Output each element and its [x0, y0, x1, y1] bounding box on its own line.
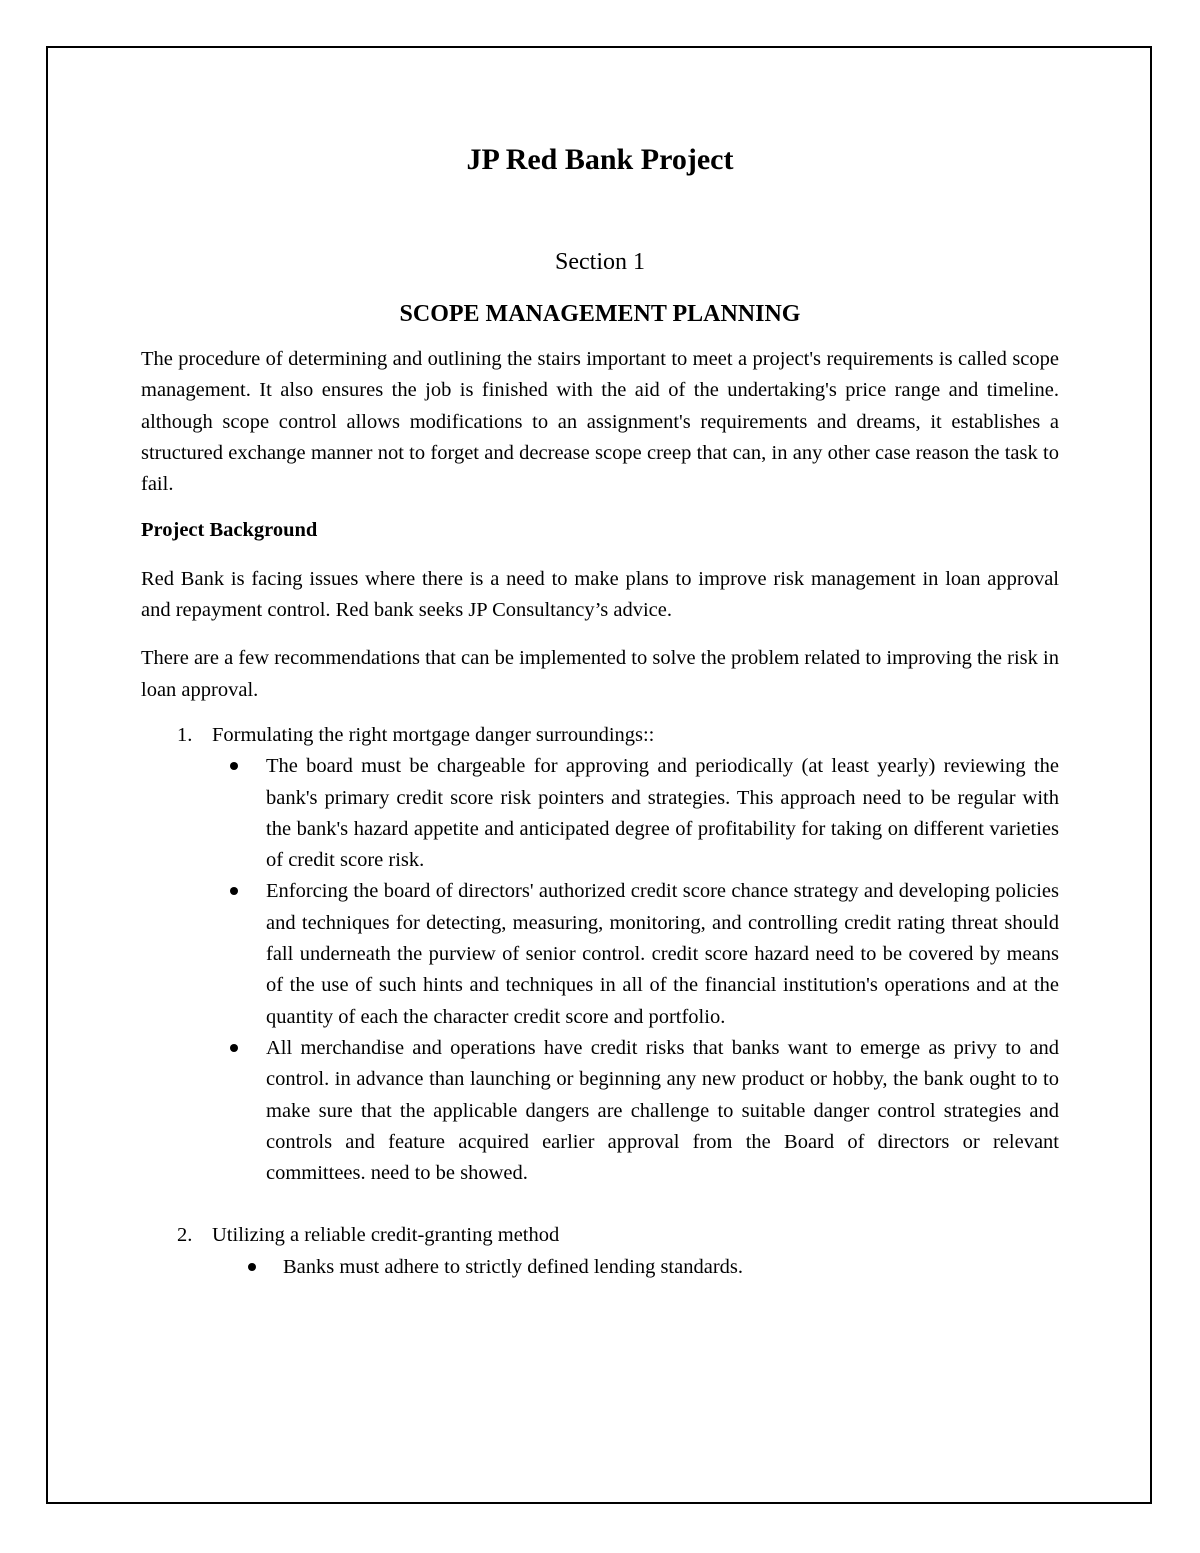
- bullet-text: Enforcing the board of directors' authorized credit score chance strategy and developing policies and techniques for detecting, measuring, monitoring, and controlling credit rating threat should fall underneath the purview of senior control. credit score hazard need to be covered by means of the use of such hints and techniques in all of the financial institution's operations and at the quantity of each the character credit score and portfolio.: [266, 880, 1059, 1028]
- section-label: Section 1: [555, 249, 645, 275]
- bullet-item: [212, 876, 1059, 1032]
- intro-paragraph: The procedure of determining and outlining the stairs important to meet a project's requirements is called scope management. It also ensures the job is finished with the aid of the undertaking's price range and timeline. although scope control allows modifications to an assignment's requirements and dreams, it establishes a structured exchange manner not to forget and decrease scope creep that can, in any other case reason the task to fail.: [141, 348, 1059, 496]
- document-body: [141, 140, 1059, 1283]
- bullet-text: All merchandise and operations have credit risks that banks want to emerge as privy to and control. in advance than launching or beginning any new product or hobby, the bank ought to to make sure that the applicable dangers are challenge to suitable danger control strategies and controls and feature acquired earlier approval from the Board of directors or relevant committees. need to be showed.: [266, 1036, 1059, 1185]
- bullet-text: The board must be chargeable for approving and periodically (at least yearly) reviewing the bank's primary credit score risk pointers and strategies. This approach need to be regular with the bank's hazard appetite and anticipated degree of profitability for taking on different varieties of credit score risk.: [266, 755, 1059, 872]
- recommendations-paragraph: There are a few recommendations that can be implemented to solve the problem related to improving the risk in loan approval.: [141, 647, 1059, 701]
- list-item-title: Formulating the right mortgage danger surroundings::: [212, 723, 655, 746]
- list-item-title: Utilizing a reliable credit-granting method: [212, 1224, 560, 1247]
- list-item: [141, 720, 1059, 1189]
- section-heading: SCOPE MANAGEMENT PLANNING: [399, 301, 801, 327]
- bullet-item: [212, 1033, 1059, 1189]
- document-title: JP Red Bank Project: [466, 143, 734, 176]
- bullet-item: [212, 751, 1059, 876]
- bullet-text: Banks must adhere to strictly defined lending standards.: [283, 1255, 744, 1278]
- list-item: [141, 1220, 1059, 1283]
- bullet-icon: [230, 762, 238, 770]
- background-paragraph: Red Bank is facing issues where there is a need to make plans to improve risk management in loan approval and repayment control. Red bank seeks JP Consultancy’s advice.: [141, 567, 1059, 622]
- bullet-icon: [230, 1044, 238, 1052]
- bullet-list: [212, 751, 1059, 1189]
- list-number: 2.: [177, 1224, 193, 1247]
- bullet-icon: [248, 1263, 256, 1271]
- bullet-list: [212, 1252, 1059, 1283]
- list-number: 1.: [177, 723, 193, 746]
- bullet-icon: [230, 887, 238, 895]
- recommendations-list: [141, 720, 1059, 1283]
- background-heading: Project Background: [141, 519, 318, 542]
- bullet-item: [212, 1252, 1059, 1283]
